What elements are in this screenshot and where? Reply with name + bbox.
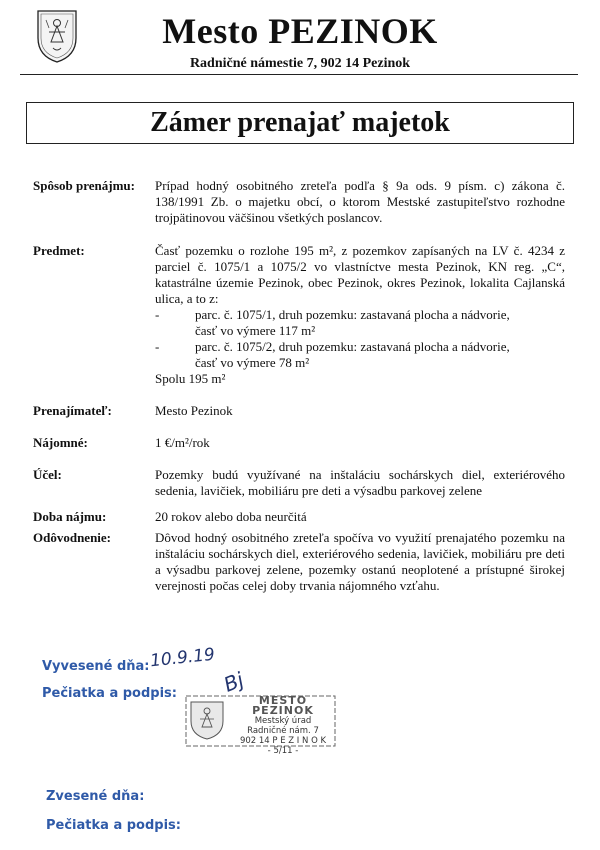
predmet-item-text [195,307,565,339]
posted-date-handwritten: 10.9.19 [149,644,216,672]
predmet-total: Spolu 195 m² [155,371,226,386]
details-list [33,178,565,594]
value-prenajimatel: Mesto Pezinok [155,403,233,418]
predmet-item-line: časť vo výmere 78 m² [195,355,310,370]
row-doba-najmu [33,509,565,525]
stamp-seal-icon [188,699,226,741]
town-address: Radničné námestie 7, 902 14 Pezinok [189,56,411,71]
header-divider [20,74,578,75]
row-prenajimatel [33,403,565,419]
predmet-item [155,339,565,371]
signature: Bj [220,667,248,697]
predmet-item-line: parc. č. 1075/2, druh pozemku: zastavaná plocha a nádvorie, [195,339,510,354]
row-ucel [33,467,565,499]
predmet-item-line: parc. č. 1075/1, druh pozemku: zastavaná plocha a nádvorie, [195,307,510,322]
predmet-item-dash: - [155,307,160,322]
label-prenajimatel: Prenajímateľ: [33,403,112,418]
stamp-line: 902 14 P E Z I N O K [239,736,327,746]
removed-date-label: Zvesené dňa: [46,789,145,804]
office-stamp [185,694,337,756]
stamp-signature-label: Pečiatka a podpis: [42,686,177,701]
document-title: Zámer prenajať majetok [150,107,450,138]
predmet-item-line: časť vo výmere 117 m² [195,323,316,338]
label-doba-najmu: Doba nájmu: [33,509,107,524]
label-ucel: Účel: [33,467,62,482]
row-odovodnenie [33,530,565,594]
label-najomne: Nájomné: [33,435,88,450]
stamp-line: Mestský úrad [254,716,312,726]
posted-date-label: Vyvesené dňa: [42,659,150,674]
label-predmet: Predmet: [33,243,85,258]
row-predmet [33,243,565,387]
predmet-intro: Časť pozemku o rozlohe 195 m², z pozemkov zapísaných na LV č. 4234 z parciel č. 1075/1 a 1075/2 vo vlastníctve mesta Pezinok, KN reg. „C“, katastrálne územie Pezinok, obec Pezinok, okres Pezinok, lokalita Cajlanská ulica, a to z: [155,243,565,306]
stamp-signature-label-2: Pečiatka a podpis: [46,818,181,833]
town-name: Mesto PEZINOK [162,11,438,51]
row-najomne [33,435,565,451]
predmet-item-dash: - [155,339,160,354]
predmet-item [155,307,565,339]
label-odovodnenie: Odôvodnenie: [33,530,112,545]
document-title-box [26,102,574,144]
label-sposob-prenajmu: Spôsob prenájmu: [33,178,135,193]
value-odovodnenie: Dôvod hodný osobitného zreteľa spočíva vo využití prenajatého pozemku na inštaláciu sochárskych diel, exteriérového sedenia, lavičiek, mobiliáru pre deti a výsadbu parkovej zelene, pozemky ostanú neoplotené a prístupné širokej verejnosti počas celej doby trvania nájomného vzťahu. [155,530,565,593]
row-sposob-prenajmu [33,178,565,226]
stamp-line: - 5/11 - [267,746,299,756]
value-predmet [155,243,565,387]
stamp-text [229,696,337,756]
value-najomne: 1 €/m²/rok [155,435,210,450]
stamp-line: Radničné nám. 7 [247,726,319,736]
value-ucel: Pozemky budú využívané na inštaláciu sochárskych diel, exteriérového sedenia, lavičiek, mobiliáru pre deti a výsadbu parkovej zelene [155,467,565,498]
stamp-line: MESTO PEZINOK [252,694,314,717]
predmet-item-text [195,339,565,371]
value-doba-najmu: 20 rokov alebo doba neurčitá [155,509,307,524]
value-sposob-prenajmu: Prípad hodný osobitného zreteľa podľa § 9a ods. 9 písm. c) zákona č. 138/1991 Zb. o majetku obcí, o ktorom Mestské zastupiteľstvo rozhodne trojpätinovou väčšinou všetkých poslancov. [155,178,565,225]
